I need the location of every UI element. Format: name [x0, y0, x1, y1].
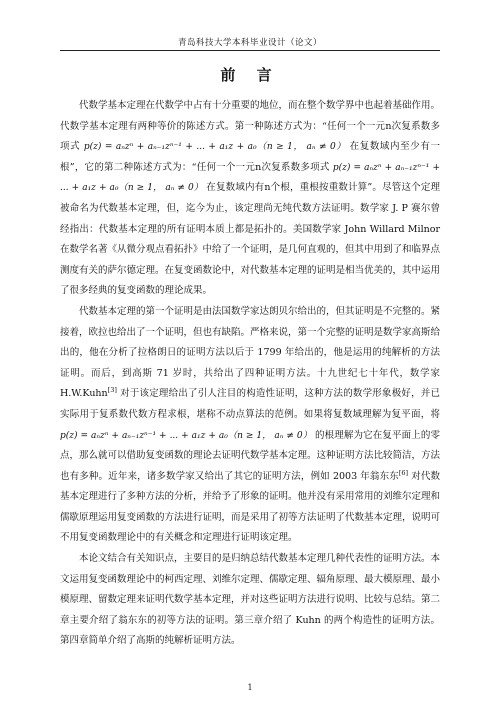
- citation-ref-3[interactable]: [3]: [107, 386, 117, 395]
- header-divider: [60, 50, 440, 51]
- body-text: [60, 96, 440, 652]
- paragraph-3: 本论文结合有关知识点，主要目的是归纳总结代数基本定理几种代表性的证明方法。本文运用复变函数理论中的柯西定理、刘维尔定理、儒歇定理、辐角原理、最大模原理、最小模原理、留数定理来证明代数学基本定理，并对这些证明方法进行说明、比较与总结。第二章主要介绍了翁东东的初等方法的证明。第三章介绍了 Kuhn 的两个构造性的证明方法。第四章简单介绍了高斯的纯解析证明方法。: [60, 553, 441, 647]
- paragraph-1-text-a: 代数学基本定理在代数学中占有十分重要的地位，而在整个数学界中也起着基础作用。代数学基本定理有两种等价的陈述方式。第一种陈述方式为：“任何一个一元n次复系数多项式: [60, 100, 441, 153]
- paragraph-1-text-b: 在复数域内至少有一根”，它的第二种陈述方式为：“任何一个一元n次复系数多项式: [60, 141, 440, 173]
- paragraph-1-text-c: 在复数域内有n个根，重根按重数计算”。尽管这个定理被命名为代数基本定理，但，迄今为止，该定理尚无纯代数方法证明。数学家 J. P 赛尔曾经指出：代数基本定理的所有证明本质上都是拓扑的。美国数学家 John Willard Milnor 在数学名著《从微分观点看拓扑》中给了一个证明，是几何直观的，但其中用到了和临界点测度有关的萨尔德定理。在复变函数论中，对代数基本定理的证明是相当优美的，其中运用了很多经典的复变函数的理论成果。: [60, 182, 441, 297]
- page-header: 青岛科技大学本科毕业设计（论文）: [177, 38, 322, 48]
- paragraph-2-text-c: 的根理解为它在复平面上的零点，那么就可以借助复变函数的理论去证明代数学基本定理。这种证明方法比较简洁，方法也有多种。近年来，诸多数学家又给出了其它的证明方法，例如 2003 年翁东东: [60, 429, 441, 482]
- paragraph-2-text-a: 代数基本定理的第一个证明是由法国数学家达朗贝尔给出的，但其证明是不完整的。紧接着，欧拉也给出了一个证明，但也有缺陷。严格来说，第一个完整的证明是数学家高斯给出的，他在分析了拉格朗日的证明方法以后于 1799 年给出的，他是运用的纯解析的方法证明。而后，到高斯 71 岁时，共给出了四种证明方法。十九世纪七十年代，数学家 H.W.Kuhn: [60, 305, 441, 400]
- page-title: 前 言: [220, 66, 280, 84]
- page-number: 1: [247, 683, 253, 692]
- polynomial-formula-2: p(z) = aₙzⁿ + aₙ₋₁zⁿ⁻¹ + ... + a₁z + a₀（n ≥ 1， aₙ ≠ 0）: [60, 162, 440, 194]
- paragraph-2-text-d: 对代数基本定理进行了多种方法的分析，并给予了形象的证明。他并没有采用常用的刘维尔定理和儒歇原理运用复变函数的方法进行证明，而是采用了初等方法证明了代数基本定理，说明可不用复变函数理论中的有关概念和定理进行证明该定理。: [60, 470, 441, 544]
- polynomial-formula-3: p(z) = aₙzⁿ + aₙ₋₁zⁿ⁻¹ + ... + a₁z + a₀（n ≥ 1， aₙ ≠ 0）: [60, 430, 312, 441]
- citation-ref-6[interactable]: [6]: [398, 468, 409, 477]
- paragraph-2-text-b: 对于该定理给出了引人注目的构造性证明，这种方法的数学形象极好，并已实际用于复系数代数方程求根，堪称不动点算法的范例。如果将复数域理解为复平面，将: [60, 388, 440, 420]
- paragraph-1: [60, 96, 440, 302]
- polynomial-formula-1: p(z) = aₙzⁿ + aₙ₋₁zⁿ⁻¹ + ... + a₁z + a₀（n ≥ 1， aₙ ≠ 0）: [83, 142, 346, 153]
- paragraph-2: [60, 302, 440, 549]
